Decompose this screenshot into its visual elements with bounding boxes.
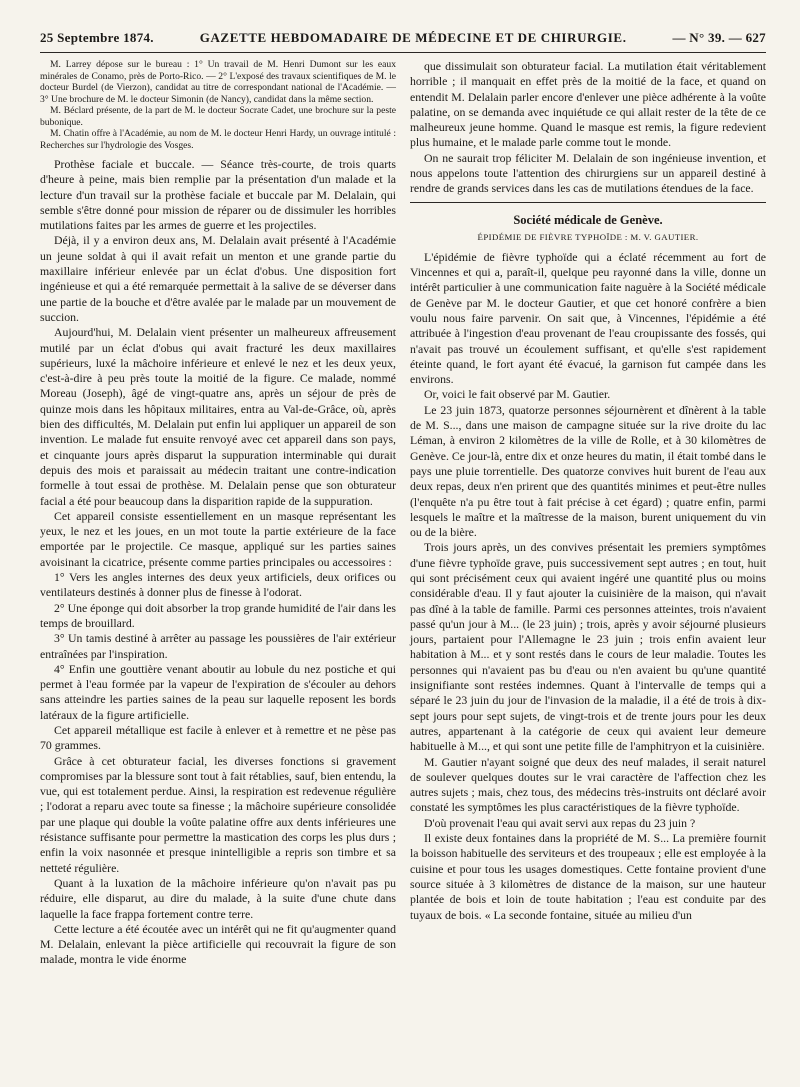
- article-paragraph: On ne saurait trop féliciter M. Delalain de son ingénieuse invention, et nous appelons toute l'attention des chirurgiens sur un appareil destiné à rendre de grands services dans les cas de mutilations étendues de la face.: [410, 150, 766, 196]
- article-paragraph: Quant à la luxation de la mâchoire inférieure qu'on n'avait pas pu réduire, elle disparut, au dire du malade, à la suite d'une chute dans laquelle la face frappa fortement contre terre.: [40, 875, 396, 921]
- right-column: [410, 59, 766, 1069]
- article-paragraph: Cette lecture a été écoutée avec un intérêt qui ne fit qu'augmenter quand M. Delalain, enlevant la pièce artificielle qui recouvrait la figure de son malade, montra le vide énorme: [40, 921, 396, 967]
- note-paragraph: M. Béclard présente, de la part de M. le docteur Socrate Cadet, une brochure sur la peste bubonique.: [40, 105, 396, 128]
- list-item: 4° Enfin une gouttière venant aboutir au lobule du nez postiche et qui permet à l'eau formée par la vapeur de l'expiration de s'écouler au dehors sans atteindre les parties saines de la peau sur laquelle reposent les bords latéraux de la figure artificielle.: [40, 661, 396, 722]
- columns: [40, 59, 766, 1069]
- article-paragraph: Or, voici le fait observé par M. Gautier.: [424, 387, 611, 402]
- article-paragraph: Déjà, il y a environ deux ans, M. Delalain avait présenté à l'Académie un jeune soldat à qui il avait refait un menton et une grande partie du maxillaire inférieur enlevée par un éclat d'obus. Une disposition fort ingénieuse et qui a été remarquée permettait à la salive de se déverser dans une partie de la bouche et d'être avalée par le malade par un mouvement de succion.: [40, 233, 396, 324]
- article-paragraph: Trois jours après, un des convives présentait les premiers symptômes d'une fièvre typhoïde grave, puis successivement sept autres ; en tout, huit qui sont précisément ceux qui avaient ingéré une quantité plus ou moins considérable d'eau. Il y faut ajouter la cuisinière de la maison, qui n'avait pas dîné à la table de famille. Parmi ces personnes atteintes, trois n'avaient passé qu'un jour à M... (le 23 juin) ; trois, après y avoir séjourné plusieurs jours, partaient pour l'Allemagne le 23 juin ; trois enfin avaient leur habitation à M... et y sont restés dans le cours de leur maladie. Toutes les personnes qui n'avaient pas bu d'eau ou n'en avaient bu qu'une quantité insignifiante sont restées indemnes. Quant à l'intervalle de temps qui a séparé le 23 juin du jour de l'invasion de la maladie, il a été de trois à dix-sept jours pour sept sujets, de vingt-trois et de trente jours pour les deux autres, appartenant à la catégorie de ceux qui avaient leur demeure habituelle à M..., et qui sont une petite fille de l'amphitryon et la cuisinière.: [410, 540, 766, 754]
- article-paragraph: Il existe deux fontaines dans la propriété de M. S... La première fournit la boisson habituelle des serviteurs et des troupeaux ; elle est employée à la cuisine et pour tous les usages domestiques. Cette fontaine provient d'une source située à 3 kilomètres de distance de la maison, sur une hauteur plantée de bois et loin de toute habitation ; l'eau est conduite par des tuyaux de bois. « La seconde fontaine, située au milieu d'un: [410, 831, 766, 922]
- article-paragraph: Aujourd'hui, M. Delalain vient présenter un malheureux affreusement mutilé par un éclat d'obus qui avait fracturé les deux maxillaires supérieurs, luxé la mâchoire inférieure et enlevé le nez et les deux yeux, c'est-à-dire à peu près toute la moitié de la figure. Ce malade, nommé Moreau (Joseph), âgé de vingt-quatre ans, après un séjour de près de quinze mois dans les hôpitaux militaires, entra au Val-de-Grâce, où, après bien des difficultés, M. Delalain put enfin lui appliquer un appareil de son invention. Le malade fut ensuite renvoyé avec cet appareil dans son pays, et cinquante jours après disparut la suppuration interminable qui durait depuis des mois et paraissait au médecin traitant une contre-indication formelle à tout essai de prothèse. M. Delalain pense que son obturateur facial a été pour beaucoup dans la disparition rapide de la suppuration.: [40, 325, 396, 508]
- list-item: 3° Un tamis destiné à arrêter au passage les poussières de l'air extérieur entraînées par l'inspiration.: [40, 631, 396, 661]
- header-date: 25 Septembre 1874.: [40, 30, 154, 45]
- article-paragraph: M. Gautier n'ayant soigné que deux des neuf malades, il serait naturel de soulever quelques doutes sur le vrai caractère de l'affection chez les autres sujets ; mais, chez tous, des médecins très-instruits ont déclaré avoir constaté les symptômes les plus caractéristiques de la fièvre typhoïde.: [410, 754, 766, 815]
- article-paragraph: Prothèse faciale et buccale. — Séance très-courte, de trois quarts d'heure à peine, mais bien remplie par la présentation d'un malade et la lecture d'un travail sur la prothèse faciale et buccale par M. Delalain, qui semble s'être donné pour mission de réparer ou de dissimuler les horribles mutilations faites par les armes de guerre et les projectiles.: [40, 157, 396, 233]
- section-divider: [410, 202, 766, 204]
- article-paragraph: D'où provenait l'eau qui avait servi aux repas du 23 juin ?: [424, 815, 696, 830]
- article-paragraph: Le 23 juin 1873, quatorze personnes séjournèrent et dînèrent à la table de M. S..., dans une maison de campagne située sur la rive droite du lac Léman, à environ 2 kilomètres de la ville de Rolle, et à 30 kilomètres de Genève. Ce jour-là, entre dix et onze heures du matin, il était tombé dans le pays une pluie torrentielle. Des quatorze convives huit burent de l'eau aux deux repas, deux n'en prirent que des quantités minimes et peut-être nulles (l'enquête n'a pu être tout à fait précise à cet égard) ; quatre enfin, parmi lesquels le maître et la maîtresse de la maison, burent uniquement du vin ou de la bière.: [410, 402, 766, 540]
- article-paragraph: Cet appareil consiste essentiellement en un masque représentant les yeux, le nez et les joues, en un mot toute la partie extérieure de la face emportée par le projectile. Ce masque, appliqué sur les parties saines avoisinant la cicatrice, présente comme parties principales ou accessoires :: [40, 508, 396, 569]
- list-item: 1° Vers les angles internes des deux yeux artificiels, deux orifices ou ventilateurs destinés à donner plus de finesse à l'odorat.: [40, 570, 396, 600]
- list-item: 2° Une éponge qui doit absorber la trop grande humidité de l'air dans les temps de brouillard.: [40, 600, 396, 630]
- section-title: Société médicale de Genève.: [513, 213, 663, 228]
- left-column: [40, 59, 396, 1069]
- article-paragraph: Cet appareil métallique est facile à enlever et à remettre et ne pèse pas 70 grammes.: [40, 722, 396, 753]
- header-issue-page: — N° 39. — 627: [672, 30, 766, 45]
- article-paragraph: L'épidémie de fièvre typhoïde qui a éclaté récemment au fort de Vincennes et qui a, paraît-il, quelque peu rayonné dans la ville, donne un intérêt particulier à une communication faite naguère à la Société médicale de Genève par M. le docteur Gautier, et que cet honoré confrère a bien voulu nous faire parvenir. On sait que, à Vincennes, l'épidémie a été attribuée à l'ingestion d'eau provenant de l'eau croupissante des fossés, qui n'avait pas trouvé un écoulement suffisant, et qu'elle s'est rapidement éteinte quand, le fort ayant été évacué, la garnison fut campée dans les environs.: [410, 249, 766, 387]
- header-title: GAZETTE HEBDOMADAIRE DE MÉDECINE ET DE CHIRURGIE.: [199, 30, 627, 45]
- note-paragraph: M. Chatin offre à l'Académie, au nom de M. le docteur Henri Hardy, un ouvrage intitulé : Recherches sur l'hydrologie des Vosges.: [40, 128, 396, 151]
- article-paragraph: Grâce à cet obturateur facial, les diverses fonctions si gravement compromises par la blessure sont tout à fait rétablies, sauf, bien entendu, la vue, qui est totalement perdue. Ainsi, la respiration est redevenue régulière ; l'odorat a reparu avec toute sa finesse ; la mâchoire supérieure consolidée par une plaque qui double la voûte palatine offre aux dents inférieures une résistance suffisante pour permettre la mastication des corps les plus durs ; enfin la voix nasonnée et presque inintelligible a repris son timbre et sa netteté régulière.: [40, 753, 396, 875]
- note-paragraph: M. Larrey dépose sur le bureau : 1° Un travail de M. Henri Dumont sur les eaux minérales de Conamo, près de Porto-Rico. — 2° L'exposé des travaux scientifiques de M. le docteur Burdel (de Vierzon), candidat au titre de correspondant national de l'Académie. — 3° Une brochure de M. le docteur Simonin (de Nancy), candidat dans la même section.: [40, 59, 396, 105]
- academy-notes: [40, 59, 396, 151]
- page-header: [40, 30, 766, 53]
- article-paragraph: que dissimulait son obturateur facial. La mutilation était véritablement horrible ; il manquait en effet près de la moitié de la face, et quand on entendit M. Delalain parler encore d'enlever une pièce adhérente à la voûte palatine, on se demanda avec inquiétude ce qui allait rester de la tête de ce malheureux jeune homme. Quand le masque est remis, la figure redevient plus humaine, et le malade parle comme tout le monde.: [410, 59, 766, 150]
- section-subhead: ÉPIDÉMIE DE FIÈVRE TYPHOÏDE : M. V. GAUTIER.: [477, 232, 699, 243]
